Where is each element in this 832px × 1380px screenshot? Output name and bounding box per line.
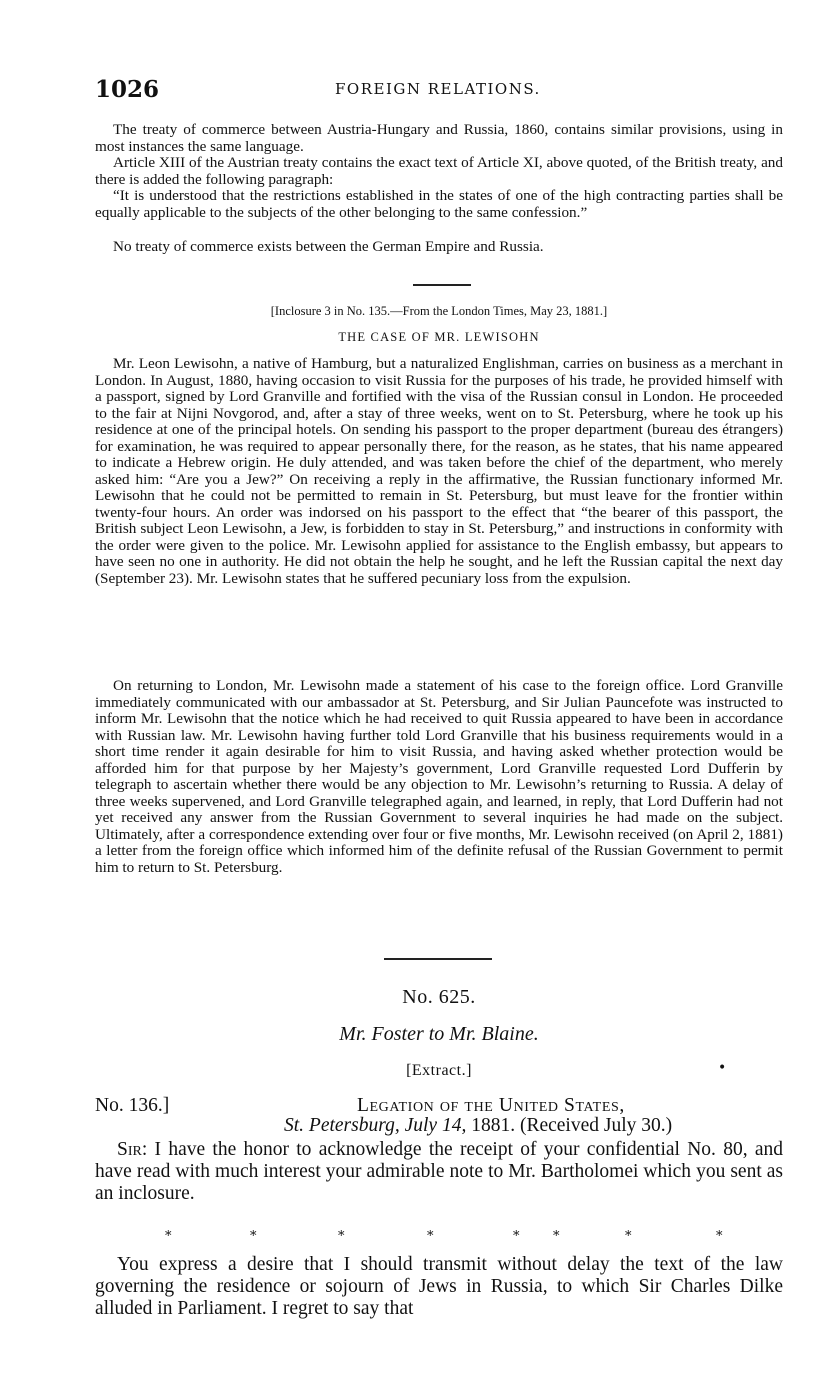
- ellipsis-star: *: [165, 1229, 172, 1244]
- section-divider: [413, 284, 471, 286]
- running-head: FOREIGN RELATIONS.: [335, 80, 541, 98]
- inclosure-title: THE CASE OF MR. LEWISOHN: [338, 330, 540, 344]
- page-header: [95, 76, 785, 104]
- article-paragraph-1: Mr. Leon Lewisohn, a native of Hamburg, but a naturalized Englishman, carries on business as a merchant in London. In August, 1880, having occasion to visit Russia for the purposes of his trade, he provided himself with a passport, signed by Lord Granville and fortified with the visa of the Russian consul in London. He proceeded to the fair at Nijni Novgorod, and, after a stay of three weeks, went on to St. Petersburg, where he took up his residence at one of the principal hotels. On sending his passport to the proper department (bureau des étrangers) for examination, he was required to appear personally there, for the reason, as he states, that his name appeared to indicate a Hebrew origin. He duly attended, and was taken before the chief of the department, who merely asked him: “Are you a Jew?” On receiving a reply in the affirmative, the Russian functionary informed Mr. Lewisohn that he could not be permitted to remain in St. Petersburg, but must leave for the frontier within twenty-four hours. An order was indorsed on his passport to the effect that “the bearer of this passport, the British subject Leon Lewisohn, a Jew, is forbidden to stay in St. Petersburg,” and instructions in conformity with the order were given to the police. Mr. Lewisohn applied for assistance to the English embassy, but appears to have seen no one in authority. He did not obtain the help he sought, and he left the Russian capital the next day (September 23). Mr. Lewisohn states that he suffered pecuniary loss from the expulsion.: [95, 355, 783, 587]
- page-number: 1026: [95, 76, 160, 103]
- salutation: Sir:: [117, 1139, 148, 1160]
- letter-paragraph-1: [95, 1139, 783, 1205]
- document-number: No. 625.: [402, 986, 476, 1008]
- intro-paragraph-4: No treaty of commerce exists between the German Empire and Russia.: [113, 238, 544, 255]
- ellipsis-star: *: [513, 1229, 520, 1244]
- letter-paragraph-1-text: I have the honor to acknowledge the receipt of your confidential No. 80, and have read with much interest your admirable note to Mr. Bartholomei which you sent as an inclosure.: [95, 1139, 783, 1204]
- dispatch-number: No. 136.]: [95, 1095, 170, 1116]
- dateline-year: 1881.: [471, 1115, 516, 1136]
- intro-paragraph-2: Article XIII of the Austrian treaty contains the exact text of Article XI, above quoted, of the British treaty, and there is added the following paragraph:: [95, 154, 783, 188]
- intro-paragraph-1: The treaty of commerce between Austria-Hungary and Russia, 1860, contains similar provisions, using in most instances the same language.: [95, 121, 783, 155]
- ellipsis-star: *: [625, 1229, 632, 1244]
- received-date: (Received July 30.): [519, 1115, 673, 1136]
- dateline-date: July 14,: [404, 1115, 467, 1136]
- article-paragraph-2: On returning to London, Mr. Lewisohn made a statement of his case to the foreign office. Lord Granville immediately communicated with our ambassador at St. Petersburg, and Sir Julian Pauncefote was instructed to inform Mr. Lewisohn that the notice which he had received to quit Russia appeared to have been in accordance with Russian law. Mr. Lewisohn having further told Lord Granville that his business requirements would in a short time render it again desirable for him to visit Russia, and having asked whether protection would be afforded him for that purpose by her Majesty’s government, Lord Granville requested Lord Dufferin by telegraph to ascertain whether there would be any objection to Mr. Lewisohn’s returning to Russia. A delay of three weeks supervened, and Lord Granville telegraphed again, and learned, in reply, that Lord Dufferin had not yet received any answer from the Russian Government to several inquiries he had made on the subject. Ultimately, after a correspondence extending over four or five months, Mr. Lewisohn received (on April 2, 1881) a letter from the foreign office which informed him of the definite refusal of the Russian Government to permit him to return to St. Petersburg.: [95, 677, 783, 876]
- ellipsis-star: *: [716, 1229, 723, 1244]
- ellipsis-star: *: [250, 1229, 257, 1244]
- section-divider-2: [384, 958, 492, 960]
- dateline: [284, 1115, 672, 1137]
- ellipsis-star: *: [427, 1229, 434, 1244]
- extract-note: [Extract.]: [406, 1062, 472, 1079]
- dateline-place: St. Petersburg,: [284, 1115, 400, 1136]
- letter-paragraph-2: You express a desire that I should transmit without delay the text of the law governing the residence or sojourn of Jews in Russia, to which Sir Charles Dilke alluded in Parliament. I regret to say that: [95, 1254, 783, 1319]
- inclosure-heading: [Inclosure 3 in No. 135.—From the London Times, May 23, 1881.]: [270, 304, 608, 318]
- ellipsis-star: *: [338, 1229, 345, 1244]
- intro-quotation: “It is understood that the restrictions established in the states of one of the high contracting parties shall be equally applicable to the subjects of the other belonging to the same confession.”: [95, 187, 783, 221]
- print-speck: •: [718, 1060, 727, 1076]
- document-title: Mr. Foster to Mr. Blaine.: [339, 1023, 539, 1045]
- ellipsis-star: *: [553, 1229, 560, 1244]
- ellipsis-row: [95, 1230, 783, 1244]
- legation-line: Legation of the United States,: [357, 1095, 625, 1116]
